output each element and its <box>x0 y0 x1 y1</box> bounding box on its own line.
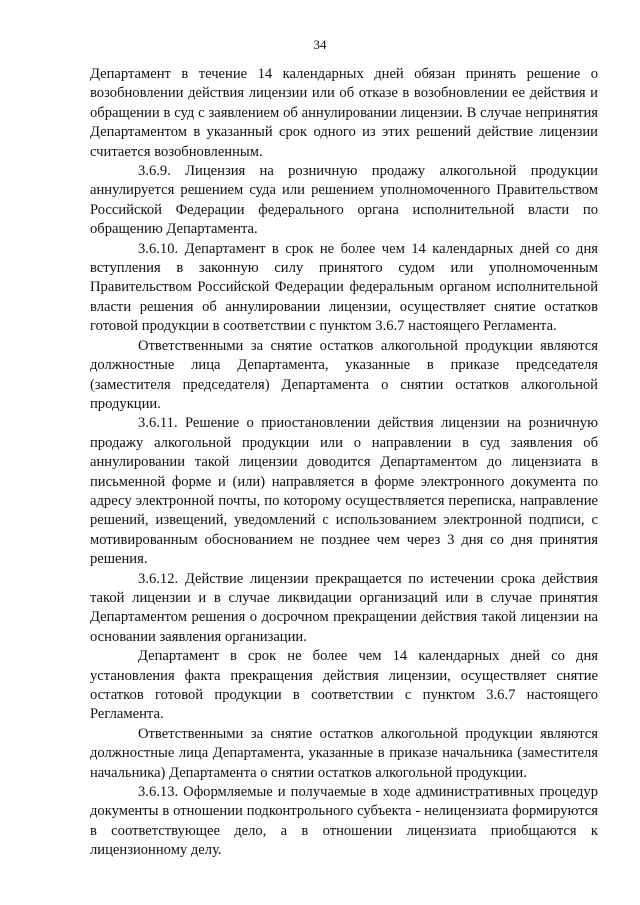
page-number: 34 <box>313 37 327 52</box>
paragraph-3-6-10: 3.6.10. Департамент в срок не более чем 14 календарных дней со дня вступления в законную силу принятого судом или уполномоченным Правительством Российской Федерации федеральным органом исполнительной власти решения об аннулировании лицензии, осуществляет снятие остатков готовой продукции в соответствии с пунктом 3.6.7 настоящего Регламента. <box>90 240 598 335</box>
paragraph-3-6-11: 3.6.11. Решение о приостановлении действия лицензии на розничную продажу алкогольной продукции или о направлении в суд заявления об аннулировании такой лицензии доводится Департаментом до лицензиата в письменной форме и (или) направляется в форме электронного документа по адресу электронной почты, по которому осуществляется переписка, направление решений, извещений, уведомлений с использованием электронной подписи, с мотивированным обоснованием не позднее чем через 3 дня со дня принятия решения. <box>90 415 598 568</box>
paragraph-3-6-13: 3.6.13. Оформляемые и получаемые в ходе административных процедур документы в отношении подконтрольного субъекта - нелицензиата формируются в соответствующее дело, а в отношении лицензиата приобщаются к лицензионному делу. <box>90 784 598 859</box>
paragraph-decision-renewal: Департамент в течение 14 календарных дней обязан принять решение о возобновлении действия лицензии или об отказе в возобновлении ее действия и обращении в суд с заявлением об аннулировании лицензии. В случае непринятия Департаментом в указанный срок одного из этих решений действие лицензии считается возобновленным. <box>90 66 598 160</box>
paragraph-3-6-12: 3.6.12. Действие лицензии прекращается по истечении срока действия такой лицензии и в случае ликвидации организаций или в случае принятия Департаментом решения о досрочном прекращении действия такой лицензии на основании заявления организации. <box>90 570 598 645</box>
document-body <box>90 65 598 861</box>
paragraph-termination-removal: Департамент в срок не более чем 14 календарных дней со дня установления факта прекращения действия лицензии, осуществляет снятие остатков готовой продукции в соответствии с пунктом 3.6.7 настоящего Регламента. <box>90 648 598 723</box>
paragraph-responsible-head: Ответственными за снятие остатков алкогольной продукции являются должностные лица Департамента, указанные в приказе начальника (заместителя начальника) Департамента о снятии остатков алкогольной продукции. <box>90 725 598 781</box>
paragraph-responsible-chairman: Ответственными за снятие остатков алкогольной продукции являются должностные лица Департамента, указанные в приказе председателя (заместителя председателя) Департамента о снятии остатков алкогольной продукции. <box>90 337 598 412</box>
paragraph-3-6-9: 3.6.9. Лицензия на розничную продажу алкогольной продукции аннулируется решением суда или решением уполномоченного Правительством Российской Федерации федерального органа исполнительной власти по обращению Департамента. <box>90 163 598 238</box>
